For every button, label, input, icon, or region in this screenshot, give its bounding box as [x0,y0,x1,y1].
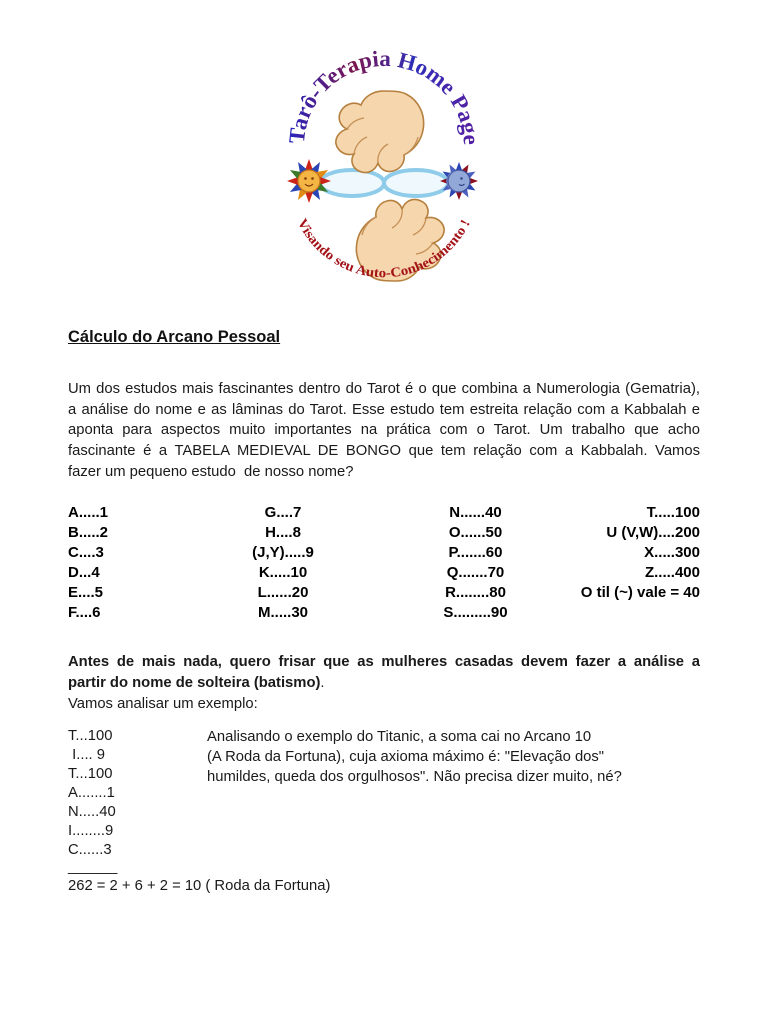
page-title: Cálculo do Arcano Pessoal [68,328,281,346]
example-letter-line: N.....40 [68,803,116,820]
gematria-cell: E....5 [68,583,104,601]
sun-starburst-icon [287,159,331,203]
example-calculation [68,727,700,896]
gematria-row [68,503,700,523]
note-period: . [320,674,325,691]
gematria-cell: A.....1 [68,503,109,521]
gematria-cell: F....6 [68,603,101,621]
gematria-row [68,543,700,563]
intro-line: aponta para aspectos muito importantes na prática com o Tarot. Um trabalho que acho [68,422,700,439]
logo-bottom-arc-text: Visando seu Auto-Conhecimento ! [294,216,473,281]
gematria-row [68,523,700,543]
gematria-row [68,603,700,623]
logo-top-arc-text: Tarô-Terapia Home Page [283,45,485,146]
gematria-cell: L......20 [257,583,309,601]
gematria-cell: Q.......70 [446,563,505,581]
gematria-cell: S.........90 [443,603,508,621]
sum-rule-line: ______ [68,858,118,875]
gematria-cell: H....8 [265,523,301,541]
gematria-cell: Z.....400 [644,563,700,581]
example-letter-line: A.......1 [68,784,115,801]
gematria-cell: N......40 [449,503,502,521]
gematria-row [68,583,700,603]
gematria-cell: P.......60 [448,543,503,561]
gematria-cell: R........80 [445,583,506,601]
gematria-cell: D...4 [68,563,100,581]
gematria-cell: U (V,W)....200 [606,523,700,541]
example-explanation-line: Analisando o exemplo do Titanic, a soma cai no Arcano 10 [207,728,592,745]
infinity-symbol-icon [320,170,448,196]
note-line-bold: Antes de mais nada, quero frisar que as mulheres casadas devem fazer a análise a [68,653,700,670]
moon-starburst-icon [440,162,478,200]
gematria-cell: G....7 [264,503,302,521]
gematria-cell: O til (~) vale = 40 [580,583,700,601]
gematria-cell: (J,Y).....9 [252,543,314,561]
gematria-table [68,503,700,623]
site-logo [278,38,490,290]
example-explanation-line: (A Roda da Fortuna), cuja axioma máximo é: "Elevação dos" [207,748,605,765]
gematria-cell: B.....2 [68,523,109,541]
gematria-cell: O......50 [448,523,503,541]
gematria-cell: C....3 [68,543,104,561]
example-letter-line: T...100 [68,727,113,744]
gematria-cell: T.....100 [646,503,700,521]
example-letter-line: C......3 [68,841,112,858]
example-letter-line: I.... 9 [68,746,106,763]
note-line-bold: partir do nome de solteira (batismo). [68,674,325,691]
intro-line: Um dos estudos mais fascinantes dentro do Tarot é o que combina a Numerologia (Gematria), [68,381,700,397]
example-explanation-line: humildes, queda dos orgulhosos". Não precisa dizer muito, né? [207,768,622,785]
example-letter-line: T...100 [68,765,113,782]
note-paragraph [68,652,700,715]
example-total-line: 262 = 2 + 6 + 2 = 10 ( Roda da Fortuna) [68,877,331,894]
example-explanation [207,727,677,787]
intro-line: a análise do nome e as lâminas do Tarot. Esse estudo tem estreita relação com a Kabbalah e [68,401,700,418]
example-letter-line: I........9 [68,822,114,839]
intro-line: fazer um pequeno estudo de nosso nome? [68,463,354,480]
intro-paragraph [68,379,700,483]
intro-line: fascinante é a TABELA MEDIEVAL DE BONGO que tem relação com a Kabbalah. Vamos [68,443,700,460]
gematria-cell: K.....10 [258,563,308,581]
note-line-regular: Vamos analisar um exemplo: [68,695,258,712]
gematria-cell: X.....300 [644,543,700,561]
gematria-cell: M.....30 [257,603,309,621]
gematria-row [68,563,700,583]
